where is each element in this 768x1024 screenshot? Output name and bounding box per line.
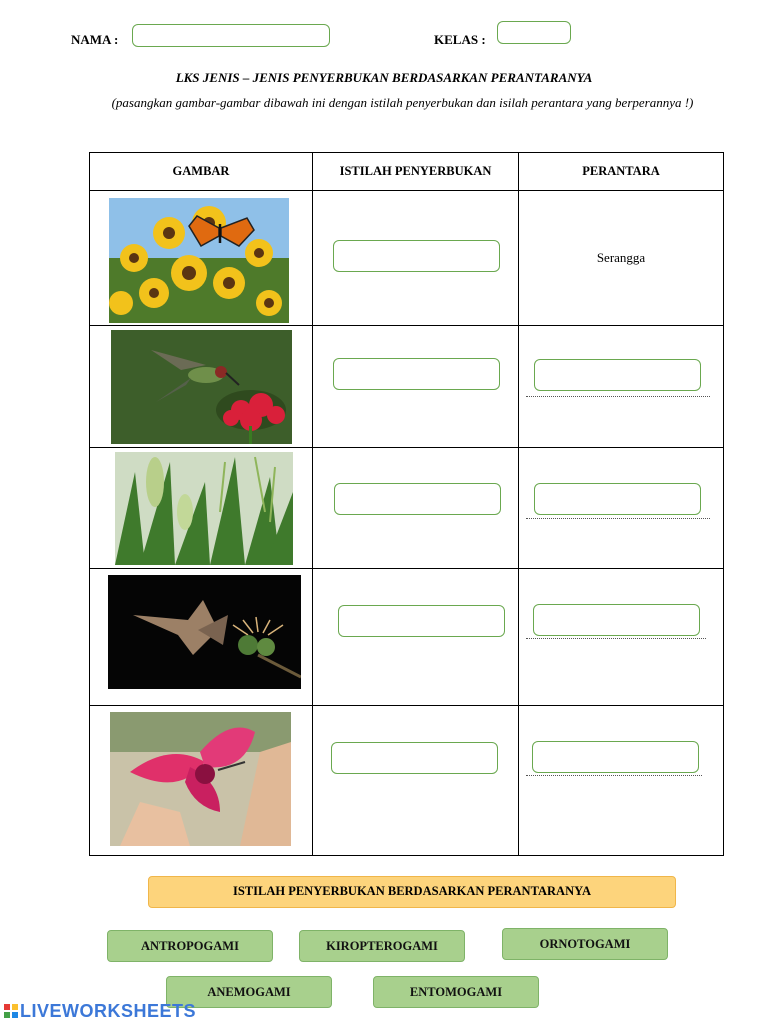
name-label: NAMA : [71, 32, 119, 47]
column-header-agent: PERANTARA [519, 153, 724, 191]
table-row [90, 448, 724, 569]
term-cell [313, 191, 519, 326]
agent-value: Serangga [596, 250, 646, 265]
answer-line [526, 518, 710, 519]
term-cell [313, 569, 519, 706]
table-row [90, 191, 724, 326]
table-row [90, 706, 724, 856]
pollination-table [89, 152, 724, 856]
answer-line [526, 638, 706, 639]
class-label: KELAS : [434, 32, 486, 47]
agent-input-4[interactable] [533, 604, 700, 636]
brand-logo[interactable] [4, 1001, 196, 1022]
term-cell [313, 326, 519, 448]
agent-input-3[interactable] [534, 483, 701, 515]
worksheet-instructions: (pasangkan gambar-gambar dibawah ini dengan istilah penyerbukan dan isilah perantara yang berperannya !) [111, 95, 694, 110]
sunflower-butterfly-image [109, 198, 289, 323]
bat-image [108, 575, 301, 689]
image-cell [90, 706, 313, 856]
term-cell [313, 448, 519, 569]
name-input[interactable] [132, 24, 330, 47]
agent-cell [519, 569, 724, 706]
option-entomogami[interactable]: ENTOMOGAMI [373, 976, 539, 1008]
liveworksheets-logo-icon [4, 1002, 18, 1016]
word-bank-title: ISTILAH PENYERBUKAN BERDASARKAN PERANTARANYA [148, 876, 676, 908]
agent-input-2[interactable] [534, 359, 701, 391]
worksheet-title: LKS JENIS – JENIS PENYERBUKAN BERDASARKAN PERANTARANYA [175, 70, 593, 85]
option-ornotogami[interactable]: ORNOTOGAMI [502, 928, 668, 960]
term-cell [313, 706, 519, 856]
column-header-term: ISTILAH PENYERBUKAN [313, 153, 519, 191]
agent-cell [519, 191, 724, 326]
column-header-image: GAMBAR [90, 153, 313, 191]
hummingbird-image [111, 330, 292, 444]
term-input-1[interactable] [333, 240, 500, 272]
agent-input-5[interactable] [532, 741, 699, 773]
term-input-4[interactable] [338, 605, 505, 637]
option-antropogami[interactable]: ANTROPOGAMI [107, 930, 273, 962]
image-cell [90, 569, 313, 706]
term-input-5[interactable] [331, 742, 498, 774]
answer-line [526, 775, 702, 776]
table-row [90, 569, 724, 706]
agent-cell [519, 706, 724, 856]
brand-name: LIVEWORKSHEETS [20, 1001, 197, 1021]
corn-plants-image [115, 452, 293, 565]
agent-cell [519, 448, 724, 569]
term-input-3[interactable] [334, 483, 501, 515]
image-cell [90, 326, 313, 448]
image-cell [90, 448, 313, 569]
class-input[interactable] [497, 21, 571, 44]
term-input-2[interactable] [333, 358, 500, 390]
table-row [90, 326, 724, 448]
option-kiropterogami[interactable]: KIROPTEROGAMI [299, 930, 465, 962]
orchid-hand-image [110, 712, 291, 846]
option-anemogami[interactable]: ANEMOGAMI [166, 976, 332, 1008]
answer-line [526, 396, 710, 397]
image-cell [90, 191, 313, 326]
agent-cell [519, 326, 724, 448]
